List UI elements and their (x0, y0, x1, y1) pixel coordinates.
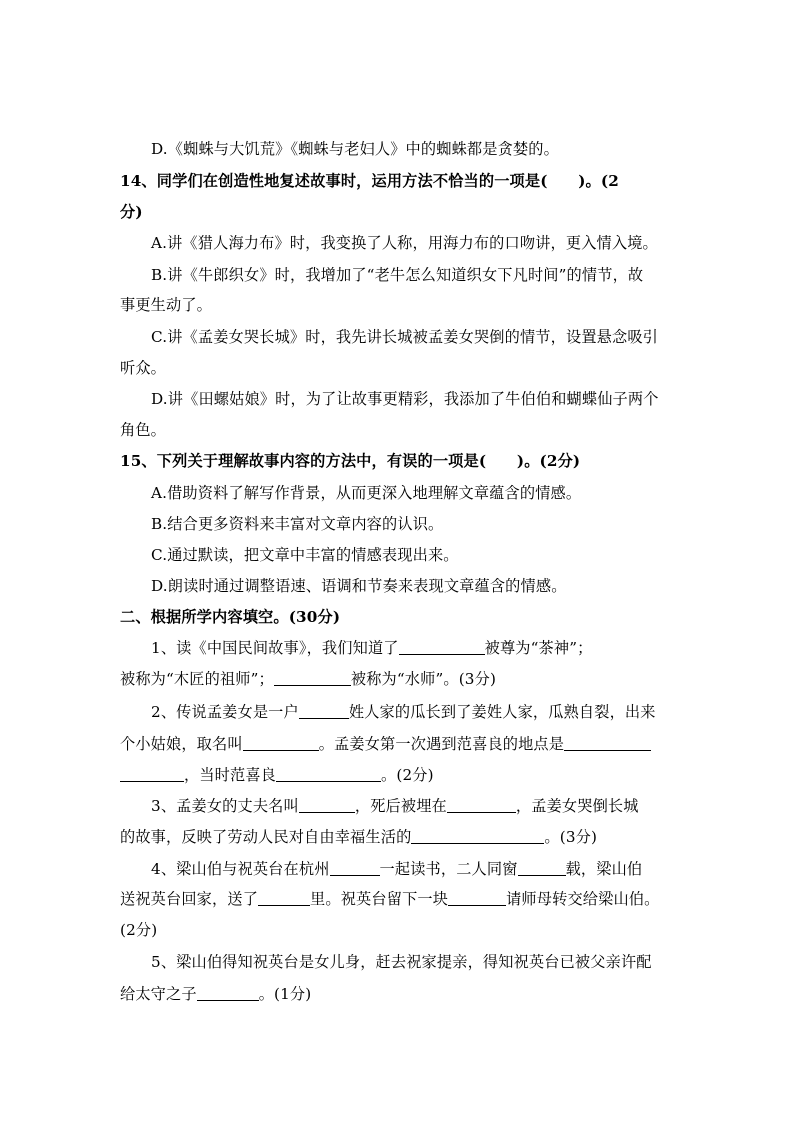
item-text: 姓人家的瓜长到了姜姓人家，瓜熟自裂，出来 (348, 703, 656, 721)
answer-blank[interactable] (564, 735, 651, 751)
item-text: 2、传说孟姜女是一户 (151, 703, 299, 721)
q14-stem: 14、同学们在创造性地复述故事时，运用方法不恰当的一项是( )。(2 (120, 172, 619, 190)
answer-blank[interactable] (276, 766, 381, 782)
fill-item-5-cont (120, 984, 311, 1004)
answer-blank[interactable] (447, 797, 516, 813)
item-text: ，死后被埋在 (354, 797, 447, 815)
q14-option-b-cont: 事更生动了。 (120, 296, 213, 314)
item-text: 被称为“木匠的祖师”； (120, 670, 274, 688)
item-text: 被尊为“茶神”； (484, 639, 593, 657)
answer-blank[interactable] (399, 639, 485, 655)
item-text: ，当时范喜良 (184, 766, 277, 784)
item-text: 。(1分) (258, 985, 312, 1003)
item-text: 3、孟姜女的丈夫名叫 (151, 797, 299, 815)
answer-blank[interactable] (330, 860, 380, 876)
item-text: 4、梁山伯与祝英台在杭州 (151, 860, 330, 878)
fill-item-5: 5、梁山伯得知祝英台是女儿身，赶去祝家提亲，得知祝英台已被父亲许配 (151, 953, 652, 971)
q14-option-d: D.讲《田螺姑娘》时，为了让故事更精彩，我添加了牛伯伯和蝴蝶仙子两个 (151, 390, 659, 408)
fill-item-3 (151, 796, 639, 816)
item-text: 一起读书，二人同窗 (379, 860, 518, 878)
answer-blank[interactable] (243, 735, 319, 751)
q15-stem: 15、下列关于理解故事内容的方法中，有误的一项是( )。(2分) (120, 452, 581, 470)
fill-item-4-score: (2分) (120, 921, 158, 939)
q15-option-c: C.通过默读，把文章中丰富的情感表现出来。 (151, 546, 459, 564)
fill-item-2-cont (120, 734, 651, 754)
q14-option-a: A.讲《猎人海力布》时，我变换了人称，用海力布的口吻讲，更入情入境。 (151, 234, 658, 252)
answer-blank[interactable] (120, 766, 184, 782)
fill-item-4 (151, 859, 642, 879)
fill-item-2-cont (120, 765, 434, 785)
q14-stem-cont: 分) (120, 203, 143, 221)
q15-option-b: B.结合更多资料来丰富对文章内容的认识。 (151, 515, 444, 533)
answer-blank[interactable] (197, 985, 259, 1001)
fill-item-2 (151, 702, 656, 722)
answer-blank[interactable] (299, 797, 355, 813)
q13-option-d: D.《蜘蛛与大饥荒》《蜘蛛与老妇人》中的蜘蛛都是贪婪的。 (151, 140, 559, 158)
answer-blank[interactable] (299, 703, 349, 719)
fill-item-4-cont (120, 889, 659, 909)
fill-item-3-cont (120, 827, 597, 847)
fill-item-1-cont (120, 669, 496, 689)
item-text: ，孟姜女哭倒长城 (515, 797, 639, 815)
item-text: 给太守之子 (120, 985, 197, 1003)
q14-option-b: B.讲《牛郎织女》时，我增加了“老牛怎么知道织女下凡时间”的情节，故 (151, 266, 644, 284)
item-text: 1、读《中国民间故事》，我们知道了 (151, 639, 399, 657)
section-heading: 二、根据所学内容填空。(30分) (120, 608, 341, 626)
answer-blank[interactable] (518, 860, 566, 876)
q14-option-c-cont: 听众。 (120, 359, 167, 377)
item-text: 。(3分) (544, 828, 598, 846)
answer-blank[interactable] (258, 890, 310, 906)
item-text: 请师母转交给梁山伯。 (506, 890, 660, 908)
answer-blank[interactable] (411, 828, 544, 844)
q15-option-d: D.朗读时通过调整语速、语调和节奏来表现文章蕴含的情感。 (151, 577, 567, 595)
fill-item-1 (151, 638, 592, 658)
answer-blank[interactable] (448, 890, 506, 906)
item-text: 。(2分) (381, 766, 434, 784)
item-text: 。孟姜女第一次遇到范喜良的地点是 (318, 735, 565, 753)
item-text: 里。祝英台留下一块 (310, 890, 449, 908)
item-text: 的故事，反映了劳动人民对自由幸福生活的 (120, 828, 412, 846)
item-text: 被称为“水师”。(3分) (350, 670, 497, 688)
q14-option-d-cont: 角色。 (120, 421, 167, 439)
item-text: 个小姑娘，取名叫 (120, 735, 243, 753)
item-text: 送祝英台回家，送了 (120, 890, 259, 908)
answer-blank[interactable] (274, 670, 351, 686)
q14-option-c: C.讲《孟姜女哭长城》时，我先讲长城被孟姜女哭倒的情节，设置悬念吸引 (151, 328, 659, 346)
item-text: 载，梁山伯 (565, 860, 643, 878)
q15-option-a: A.借助资料了解写作背景，从而更深入地理解文章蕴含的情感。 (151, 484, 582, 502)
